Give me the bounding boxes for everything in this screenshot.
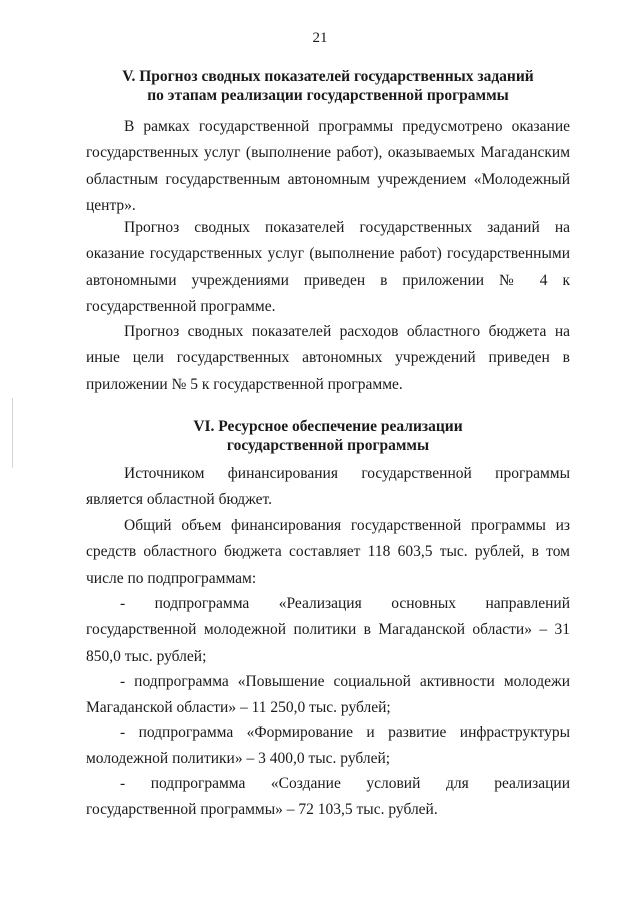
subprogram-item-3: - подпрограмма «Формирование и развитие инфраструктуры молодежной политики» – 3 400,0 тыс. рублей; [86,724,570,768]
subprogram-item-1: - подпрограмма «Реализация основных направлений государственной молодежной политики в Магаданской области» – 31 850,0 тыс. рублей; [86,595,570,665]
section-6-heading-line-2: государственной программы [226,437,430,454]
section-5-heading-line-2: по этапам реализации государственной программы [147,87,509,104]
scan-margin-mark [12,398,13,468]
section-5-heading-line-1: V. Прогноз сводных показателей государственных заданий [122,68,534,85]
section-5-heading [84,67,572,105]
subprogram-item-4: - подпрограмма «Создание условий для реализации государственной программы» – 72 103,5 тыс. рублей. [86,775,570,819]
section-6-paragraph-1: Источником финансирования государственной программы является областной бюджет. [86,465,570,509]
section-6-paragraph-2: Общий объем финансирования государственной программы из средств областного бюджета составляет 118 603,5 тыс. рублей, в том числе по подпрограммам: [86,517,570,587]
section-5-paragraph-2: Прогноз сводных показателей государственных заданий на оказание государственных услуг (выполнение работ) государственными автономными учреждениями приведен в приложении № 4 к государственной программе. [86,219,570,315]
section-5-paragraph-1: В рамках государственной программы предусмотрено оказание государственных услуг (выполнение работ), оказываемых Магаданским областным государственным автономным учреждением «Молодежный центр». [86,118,570,214]
page-number: 21 [312,30,328,46]
section-6-heading-line-1: VI. Ресурсное обеспечение реализации [193,418,463,435]
subprogram-item-2: - подпрограмма «Повышение социальной активности молодежи Магаданской области» – 11 250,0 тыс. рублей; [86,673,570,717]
section-5-paragraph-3: Прогноз сводных показателей расходов областного бюджета на иные цели государственных автономных учреждений приведен в приложении № 5 к государственной программе. [86,323,570,393]
section-6-heading [84,417,572,455]
